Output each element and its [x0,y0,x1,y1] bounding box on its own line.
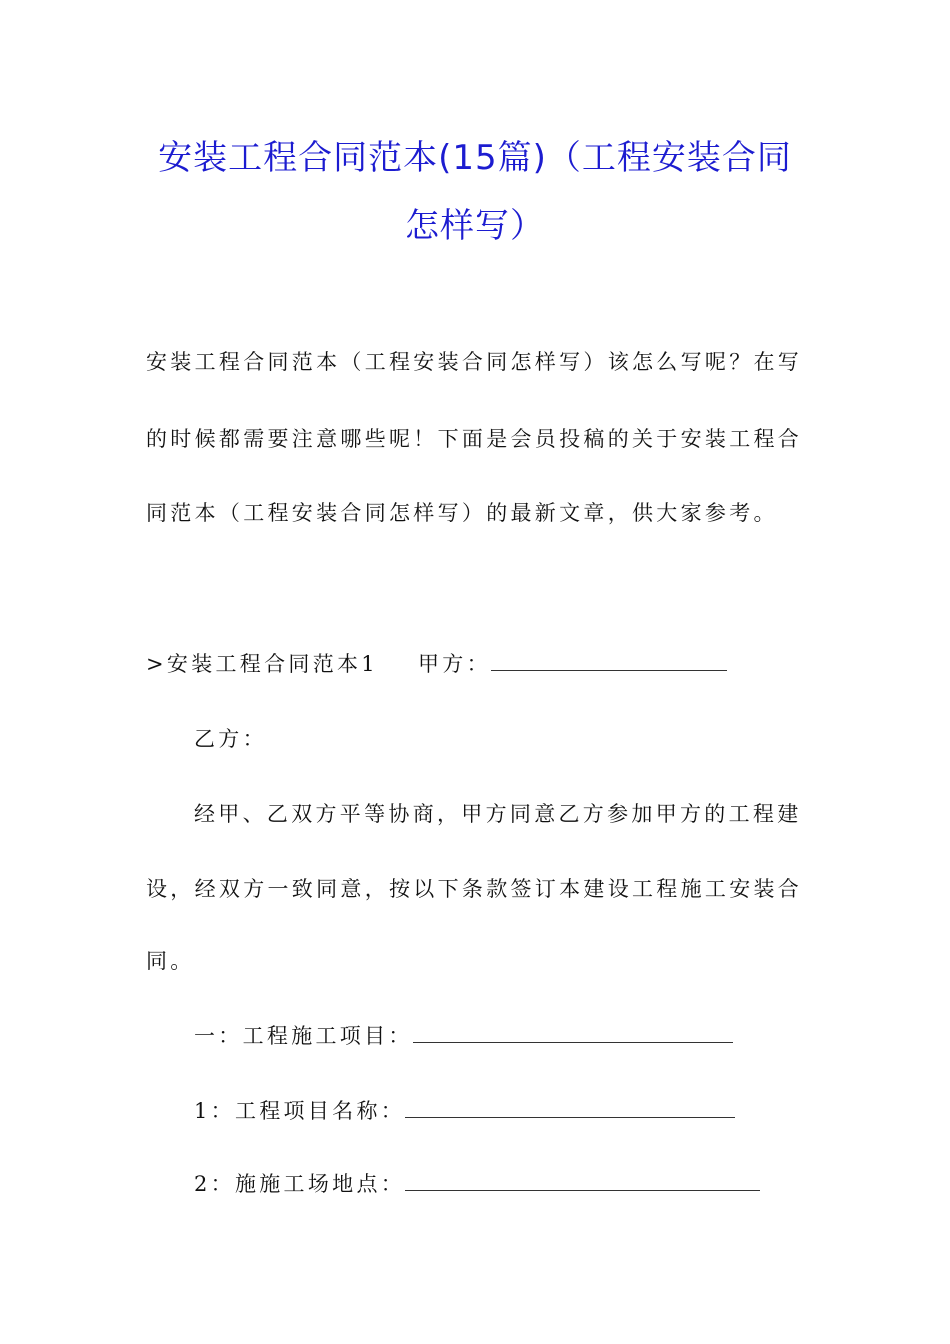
party-b-label: 乙方： [194,727,267,751]
party-a-blank [491,652,727,671]
agreement-line-2: 设，经双方一致同意，按以下条款签订本建设工程施工安装合 [146,877,803,901]
party-a-label: 甲方： [417,652,491,676]
intro-line-3: 同范本（工程安装合同怎样写）的最新文章，供大家参考。 [146,501,778,525]
agreement-line-1: 经甲、乙双方平等协商，甲方同意乙方参加甲方的工程建 [194,802,802,826]
agreement-line-3: 同。 [146,949,195,973]
project-name-label: 1：工程项目名称： [194,1099,406,1123]
intro-line-1: 安装工程合同范本（工程安装合同怎样写）该怎么写呢？在写 [146,350,803,374]
section-heading-row [146,648,727,678]
project-site-blank [405,1172,760,1191]
project-site-label: 2：施施工场地点： [194,1172,406,1196]
title-line-1: 安装工程合同范本(15篇)（工程安装合同 [158,138,792,178]
project-name-blank [405,1099,735,1118]
project-item-row [194,1020,733,1050]
project-name-row [194,1095,735,1125]
title-line-2: 怎样写） [405,206,545,246]
intro-line-2: 的时候都需要注意哪些呢！下面是会员投稿的关于安装工程合 [146,427,803,451]
project-site-row [194,1168,760,1198]
project-item-label: 一：工程施工项目： [194,1024,413,1048]
project-item-blank [413,1024,733,1043]
section-heading: >安装工程合同范本1 [146,652,378,676]
